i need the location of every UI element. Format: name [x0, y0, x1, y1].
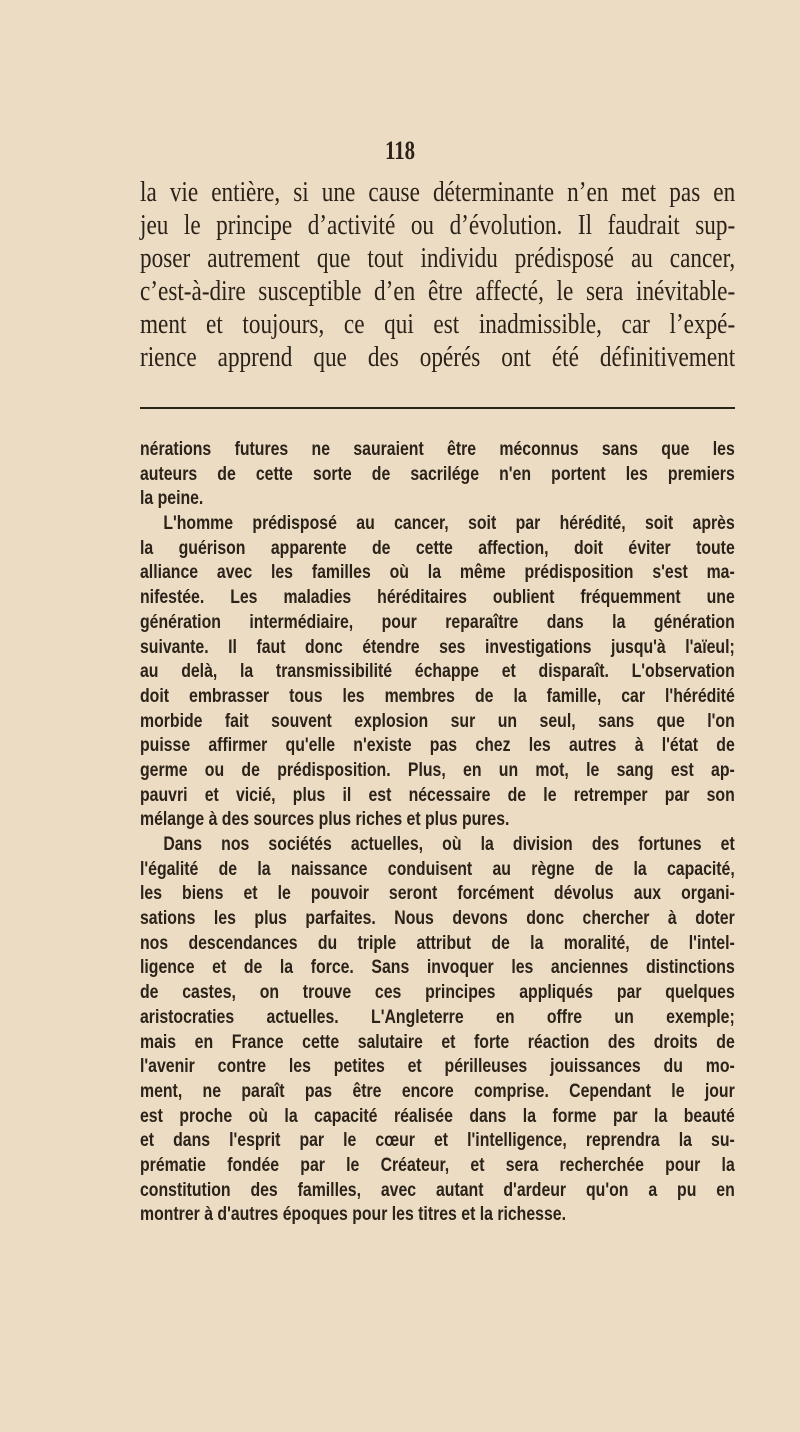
footnote-line: aristocraties actuelles. L'Angleterre en offre un exemple;: [140, 1006, 735, 1028]
footnote-line: pauvri et vicié, plus il est nécessaire de le retremper par son: [140, 784, 735, 806]
footnote-line: puisse affirmer qu'elle n'existe pas chez les autres à l'état de: [140, 735, 735, 757]
text-line: la vie entière, si une cause déterminante n’en met pas en: [140, 176, 736, 208]
footnote-line: ligence et de la force. Sans invoquer les anciennes distinctions: [140, 957, 735, 979]
text-line: rience apprend que des opérés ont été définitivement: [140, 341, 736, 373]
footnote-line: l'avenir contre les petites et périlleuses jouissances du mo-: [140, 1056, 735, 1078]
text-line: poser autrement que tout individu prédisposé au cancer,: [140, 242, 736, 274]
footnote-line: est proche où la capacité réalisée dans la forme par la beauté: [140, 1105, 735, 1127]
footnote-line: mais en France cette salutaire et forte réaction des droits de: [140, 1031, 735, 1053]
text-line: jeu le principe d’activité ou d’évolution. Il faudrait sup-: [140, 209, 736, 241]
footnote-line: la guérison apparente de cette affection, doit éviter toute: [140, 537, 735, 559]
footnote-line: génération intermédiaire, pour reparaître dans la génération: [140, 611, 735, 633]
footnote-line: nérations futures ne sauraient être méconnus sans que les: [140, 439, 735, 460]
footnote-line: nifestée. Les maladies héréditaires oublient fréquemment une: [140, 587, 735, 609]
text-line: ment et toujours, ce qui est inadmissible, car l’expé-: [140, 308, 736, 340]
footnote-line: nos descendances du triple attribut de la moralité, de l'intel-: [140, 932, 735, 954]
footnote-line: prématie fondée par le Créateur, et sera recherchée pour la: [140, 1154, 735, 1176]
footnote-line: auteurs de cette sorte de sacrilége n'en portent les premiers: [140, 463, 735, 485]
footnote-line: morbide fait souvent explosion sur un seul, sans que l'on: [140, 710, 735, 732]
text-line: c’est-à-dire susceptible d’en être affecté, le sera inévitable-: [140, 275, 736, 307]
main-text: [140, 176, 735, 374]
footnote-divider: [140, 407, 735, 409]
footnote-line: les biens et le pouvoir seront forcément dévolus aux organi-: [140, 883, 735, 905]
footnote-line: montrer à d'autres époques pour les titres et la richesse.: [140, 1204, 566, 1226]
footnote-line: sations les plus parfaites. Nous devons donc chercher à doter: [140, 908, 735, 930]
footnote-line: mélange à des sources plus riches et plus pures.: [140, 809, 510, 831]
footnote-line: ment, ne paraît pas être encore comprise. Cependant le jour: [140, 1080, 735, 1102]
footnote-line: constitution des familles, avec autant d'ardeur qu'on a pu en: [140, 1179, 735, 1201]
footnote-line: et dans l'esprit par le cœur et l'intelligence, reprendra la su-: [140, 1130, 735, 1152]
footnote-line: l'égalité de la naissance conduisent au règne de la capacité,: [140, 858, 735, 880]
footnote-line: de castes, on trouve ces principes appliqués par quelques: [140, 982, 735, 1004]
footnote-line: la peine.: [140, 488, 204, 510]
page-number: 118: [384, 136, 416, 165]
footnote-line: germe ou de prédisposition. Plus, en un mot, le sang est ap-: [140, 759, 735, 781]
footnote-line: L'homme prédisposé au cancer, soit par hérédité, soit après: [163, 513, 735, 535]
footnote-line: au delà, la transmissibilité échappe et disparaît. L'observation: [140, 661, 735, 683]
footnote-line: Dans nos sociétés actuelles, où la division des fortunes et: [163, 834, 735, 855]
footnote-line: doit embrasser tous les membres de la famille, car l'hérédité: [140, 685, 735, 707]
footnote-text: [140, 438, 735, 1228]
footnote-line: suivante. Il faut donc étendre ses investigations jusqu'à l'aïeul;: [140, 636, 735, 658]
footnote-line: alliance avec les familles où la même prédisposition s'est ma-: [140, 562, 735, 584]
